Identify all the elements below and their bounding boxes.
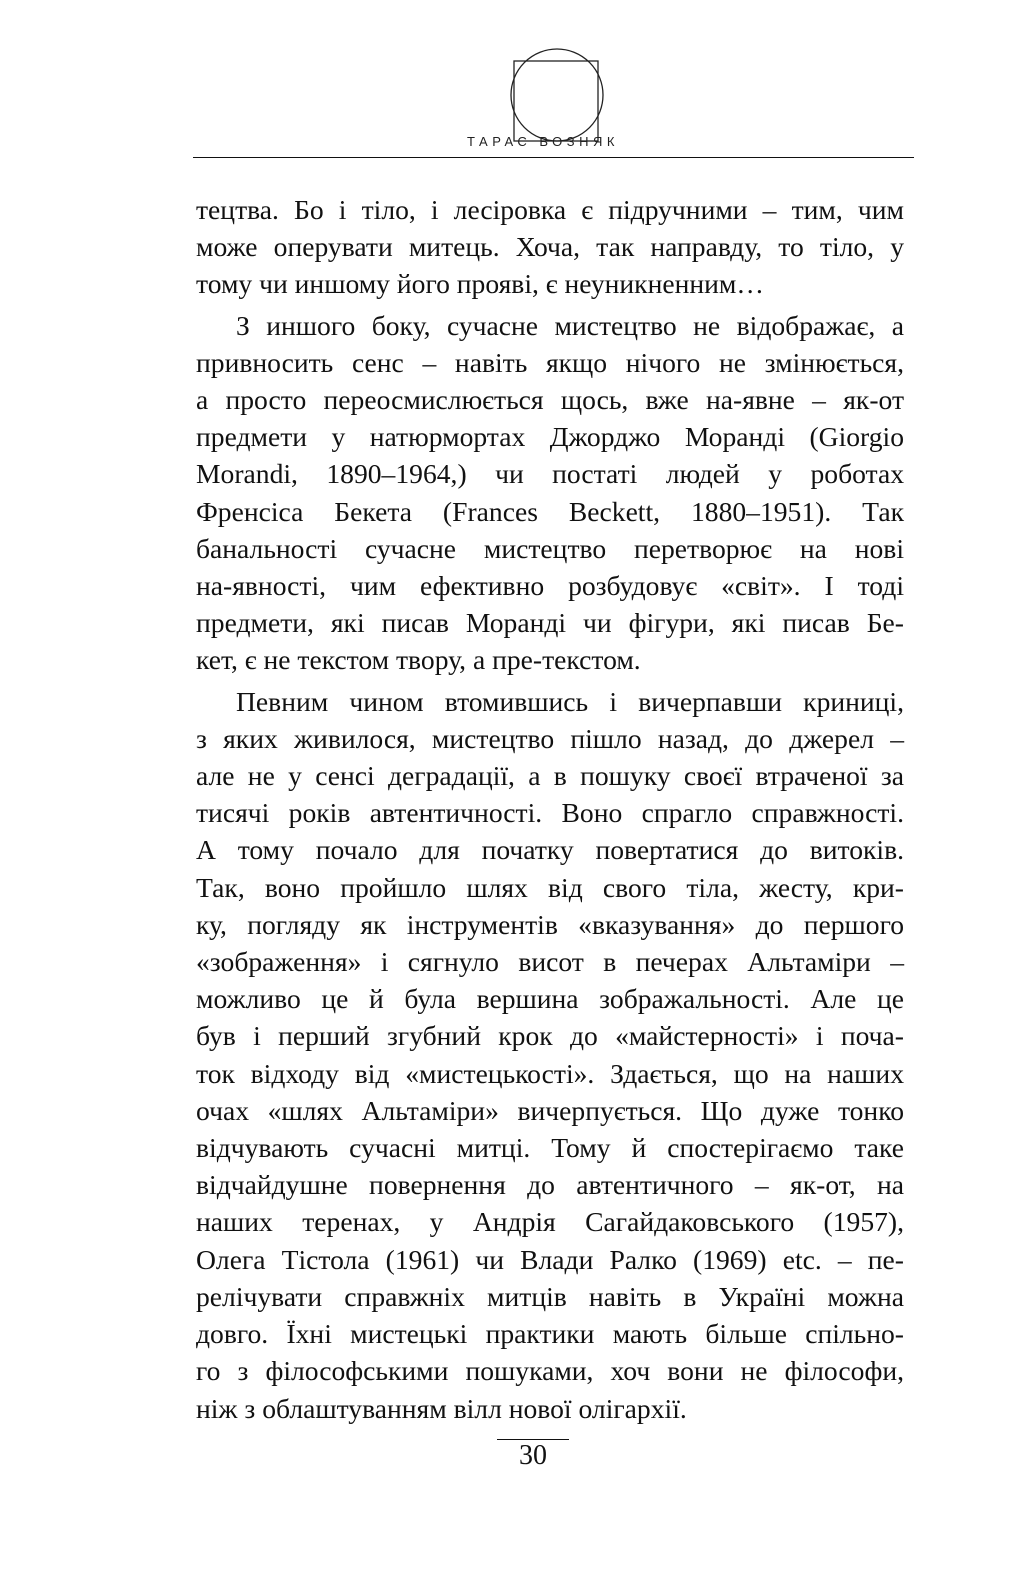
text-line: З иншого боку, сучасне мистецтво не відображає, а [236,309,904,341]
text-line: може оперувати митець. Хоча, так направду, то тіло, у [196,231,904,263]
text-line: предмети, які писав Моранді чи фігури, які писав Бе- [196,607,904,639]
header-rule [193,157,914,158]
text-line: релічувати справжніх митців навіть в Україні можна [196,1280,904,1312]
paragraph-2 [196,307,904,344]
text-line: але не у сенсі деградації, а в пошуку своєї втраченої за [196,760,904,792]
page-number: 30 [519,1440,547,1471]
text-line: «зображення» і сягнуло висот в печерах Альтаміри – [196,946,904,978]
text-line: Так, воно пройшло шлях від свого тіла, жесту, кри- [196,871,904,903]
paragraph-2-last-line [196,641,904,678]
text-line: довго. Їхні мистецькі практики мають більше спільно- [196,1318,904,1350]
paragraph-1 [196,191,904,265]
circle-square-logo-icon [508,46,606,144]
text-line: тисячі років автентичності. Воно спрагло справжності. [196,797,904,829]
text-line: з яких живилося, мистецтво пішло назад, до джерел – [196,722,904,754]
text-line: тому чи иншому його прояві, є неуникненним… [196,268,764,300]
text-line: ку, погляду як інструментів «вказування» до першого [196,908,904,940]
text-line: а просто переосмислюється щось, вже на-явне – як-от [196,384,904,416]
text-line: ніж з облаштуванням вілл нової олігархії. [196,1392,687,1424]
text-line: відчайдушне повернення до автентичного – як-от, на [196,1169,904,1201]
paragraph-3 [196,683,904,720]
text-line: наших теренах, у Андрія Сагайдаковського (1957), [196,1206,904,1238]
paragraph-1-last-line [196,265,904,302]
text-line: кет, є не текстом твору, а пре-текстом. [196,644,641,676]
text-line: тецтва. Бо і тіло, і лесіровка є підручними – тим, чим [196,194,904,225]
text-line: предмети у натюрмортах Джорджо Моранді (Giorgio [196,421,904,453]
text-line: А тому почало для початку повертатися до витоків. [196,834,904,866]
paragraph-3-last-line [196,1390,904,1427]
text-line: Олега Тістола (1961) чи Влади Ралко (1969) etc. – пе- [196,1243,904,1275]
running-head: ТАРАС ВОЗНЯК [467,134,619,149]
body-text [196,191,904,1427]
text-line: банальності сучасне мистецтво перетворює на нові [196,532,904,564]
text-line: ток відходу від «мистецькості». Здається, що на наших [196,1057,904,1089]
text-line: Френсіса Бекета (Frances Beckett, 1880–1951). Так [196,495,904,527]
text-line: Morandi, 1890–1964,) чи постаті людей у роботах [196,458,904,490]
text-line: Певним чином втомившись і вичерпавши криниці, [236,685,904,717]
text-line: на-явності, чим ефективно розбудовує «світ». І тоді [196,570,904,602]
paragraph-2-body [196,344,904,642]
text-line: відчувають сучасні митці. Тому й спостерігаємо таке [196,1132,904,1164]
text-line: був і перший згубний крок до «майстерності» і поча- [196,1020,904,1052]
text-line: можливо це й була вершина зображальності. Але це [196,983,904,1015]
text-line: очах «шлях Альтаміри» вичерпується. Що дуже тонко [196,1094,904,1126]
text-line: го з філософськими пошуками, хоч вони не філософи, [196,1355,904,1387]
paragraph-3-body [196,720,904,1390]
text-line: привносить сенс – навіть якщо нічого не змінюється, [196,346,904,378]
